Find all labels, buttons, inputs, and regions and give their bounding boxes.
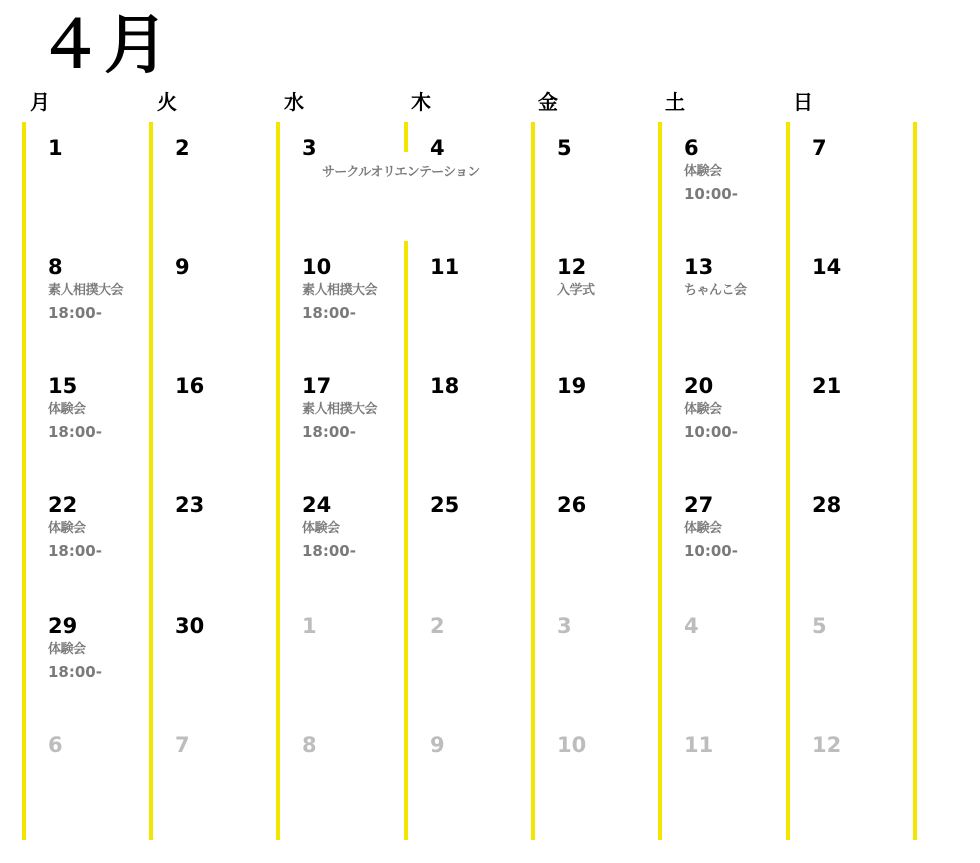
event-time: 10:00- — [684, 542, 738, 560]
event-time: 18:00- — [302, 304, 356, 322]
event-name: 体験会 — [302, 521, 340, 536]
event-time: 10:00- — [684, 185, 738, 203]
day-number: 10 — [557, 733, 587, 757]
day-number: 1 — [302, 614, 317, 638]
day-number: 21 — [812, 374, 842, 398]
calendar-day-cell — [684, 252, 802, 362]
event-time: 18:00- — [302, 542, 356, 560]
calendar-day-cell — [557, 490, 675, 600]
day-number: 15 — [48, 374, 78, 398]
calendar-day-cell — [812, 490, 930, 600]
day-number: 19 — [557, 374, 587, 398]
calendar-day-cell — [812, 371, 930, 481]
event-name: 体験会 — [684, 521, 722, 536]
day-number: 12 — [812, 733, 842, 757]
weekday-label: 木 — [411, 90, 431, 114]
calendar-day-cell-outside-month — [557, 730, 675, 840]
event-name: 素人相撲大会 — [48, 283, 124, 298]
event-time: 18:00- — [48, 304, 102, 322]
calendar-day-cell — [302, 490, 420, 600]
day-number: 12 — [557, 255, 587, 279]
day-number: 9 — [175, 255, 190, 279]
weekday-label: 火 — [157, 90, 177, 114]
calendar-day-cell-outside-month — [684, 611, 802, 721]
calendar-day-cell — [48, 490, 166, 600]
day-number: 30 — [175, 614, 205, 638]
event-name: 体験会 — [48, 521, 86, 536]
calendar-day-cell-outside-month — [812, 730, 930, 840]
calendar-day-cell — [684, 133, 802, 243]
day-number: 11 — [430, 255, 460, 279]
day-number: 6 — [48, 733, 63, 757]
day-number: 3 — [302, 136, 317, 160]
day-number: 26 — [557, 493, 587, 517]
event-time: 18:00- — [302, 423, 356, 441]
day-number: 13 — [684, 255, 714, 279]
calendar-day-cell-outside-month — [175, 730, 293, 840]
calendar-day-cell — [175, 490, 293, 600]
day-number: 4 — [430, 136, 445, 160]
day-number: 1 — [48, 136, 63, 160]
weekday-label: 金 — [538, 90, 558, 114]
day-number: 23 — [175, 493, 205, 517]
day-number: 17 — [302, 374, 332, 398]
calendar-day-cell-outside-month — [684, 730, 802, 840]
calendar-day-cell — [557, 371, 675, 481]
calendar-day-cell-outside-month — [302, 730, 420, 840]
calendar-day-cell — [430, 252, 548, 362]
day-number: 2 — [175, 136, 190, 160]
event-name: ちゃんこ会 — [684, 283, 747, 298]
day-number: 3 — [557, 614, 572, 638]
event-time: 18:00- — [48, 663, 102, 681]
calendar-day-cell-outside-month — [430, 611, 548, 721]
day-number: 8 — [48, 255, 63, 279]
event-name: 体験会 — [684, 164, 722, 179]
calendar-day-cell — [48, 611, 166, 721]
event-time: 18:00- — [48, 423, 102, 441]
orientation-event-label: サークルオリエンテーション — [322, 165, 480, 180]
column-divider — [22, 122, 26, 840]
calendar-day-cell — [557, 252, 675, 362]
weekday-label: 土 — [665, 90, 685, 114]
calendar-day-cell — [48, 133, 166, 243]
calendar-day-cell — [302, 133, 420, 243]
event-name: 素人相撲大会 — [302, 283, 378, 298]
calendar-day-cell — [684, 371, 802, 481]
event-name: 体験会 — [684, 402, 722, 417]
day-number: 29 — [48, 614, 78, 638]
day-number: 11 — [684, 733, 714, 757]
calendar-day-cell — [175, 611, 293, 721]
calendar-day-cell — [430, 371, 548, 481]
calendar-day-cell — [175, 252, 293, 362]
day-number: 2 — [430, 614, 445, 638]
calendar-day-cell — [430, 490, 548, 600]
calendar-day-cell-outside-month — [812, 611, 930, 721]
event-name: 入学式 — [557, 283, 595, 298]
day-number: 5 — [812, 614, 827, 638]
calendar-day-cell — [812, 133, 930, 243]
day-number: 22 — [48, 493, 78, 517]
day-number: 18 — [430, 374, 460, 398]
calendar-day-cell — [557, 133, 675, 243]
calendar-day-cell-outside-month — [302, 611, 420, 721]
event-name: 体験会 — [48, 402, 86, 417]
day-number: 4 — [684, 614, 699, 638]
day-number: 27 — [684, 493, 714, 517]
day-number: 14 — [812, 255, 842, 279]
calendar-day-cell — [175, 133, 293, 243]
event-time: 10:00- — [684, 423, 738, 441]
calendar-day-cell — [175, 371, 293, 481]
day-number: 6 — [684, 136, 699, 160]
event-time: 18:00- — [48, 542, 102, 560]
day-number: 24 — [302, 493, 332, 517]
calendar-day-cell — [302, 371, 420, 481]
day-number: 8 — [302, 733, 317, 757]
day-number: 28 — [812, 493, 842, 517]
day-number: 10 — [302, 255, 332, 279]
weekday-label: 月 — [30, 90, 50, 114]
day-number: 20 — [684, 374, 714, 398]
calendar-day-cell — [430, 133, 548, 243]
calendar-day-cell — [684, 490, 802, 600]
calendar-day-cell-outside-month — [430, 730, 548, 840]
calendar-day-cell-outside-month — [48, 730, 166, 840]
weekday-label: 日 — [793, 90, 813, 114]
weekday-label: 水 — [284, 90, 304, 114]
calendar-day-cell — [48, 252, 166, 362]
day-number: 7 — [175, 733, 190, 757]
day-number: 5 — [557, 136, 572, 160]
event-name: 体験会 — [48, 642, 86, 657]
event-name: 素人相撲大会 — [302, 402, 378, 417]
day-number: 16 — [175, 374, 205, 398]
calendar-day-cell — [48, 371, 166, 481]
calendar-day-cell-outside-month — [557, 611, 675, 721]
month-title: ４月 — [38, 9, 170, 83]
day-number: 9 — [430, 733, 445, 757]
day-number: 25 — [430, 493, 460, 517]
calendar-day-cell — [302, 252, 420, 362]
day-number: 7 — [812, 136, 827, 160]
calendar-day-cell — [812, 252, 930, 362]
